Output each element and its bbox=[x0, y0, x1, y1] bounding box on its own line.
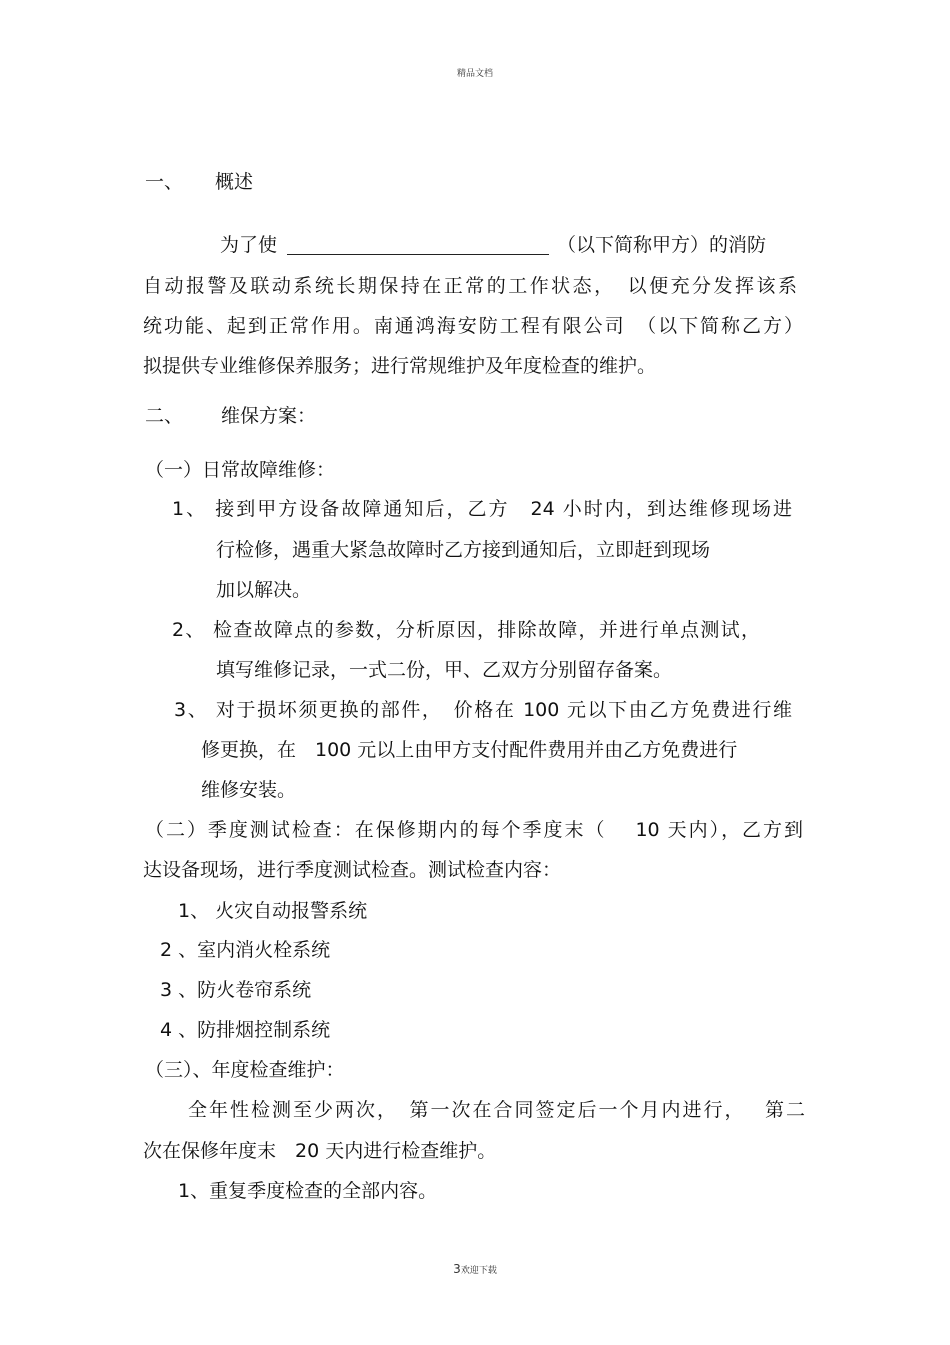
subsection-3-heading: （三）、年度检查维护： bbox=[145, 1059, 345, 1081]
annual-item-1: 1、重复季度检查的全部内容。 bbox=[178, 1180, 438, 1202]
quarterly-item-4: 4 、防排烟控制系统 bbox=[160, 1019, 331, 1041]
subsection-1-heading: （一）日常故障维修： bbox=[145, 459, 336, 481]
item-3-line-1: 3、 对于损坏须更换的部件， 价格在 100 元以下由乙方免费进行维 bbox=[174, 699, 792, 721]
annual-paragraph-line-2: 次在保修年度末 20 天内进行检查维护。 bbox=[143, 1140, 497, 1162]
page-header: 精品文档 bbox=[456, 69, 493, 79]
section-1-heading bbox=[145, 169, 253, 195]
paragraph-1-line-3: 统功能、起到正常作用。南通鸿海安防工程有限公司 （以下简称乙方） bbox=[143, 315, 803, 337]
item-2-line-1: 2、 检查故障点的参数，分析原因，排除故障，并进行单点测试， bbox=[172, 619, 760, 641]
page-footer bbox=[0, 1262, 950, 1276]
section-2-heading bbox=[145, 403, 316, 429]
party-a-blank-field bbox=[287, 234, 549, 255]
section-2-number: 二、 bbox=[145, 405, 184, 427]
quarterly-item-2: 2 、室内消火栓系统 bbox=[160, 939, 331, 961]
paragraph-1-line-4: 拟提供专业维修保养服务；进行常规维护及年度检查的维护。 bbox=[143, 355, 657, 377]
item-3-line-2: 修更换，在 100 元以上由甲方支付配件费用并由乙方免费进行 bbox=[201, 739, 738, 761]
annual-paragraph-line-1: 全年性检测至少两次， 第一次在合同签定后一个月内进行， 第二 bbox=[188, 1099, 805, 1121]
quarterly-item-3: 3 、防火卷帘系统 bbox=[160, 979, 312, 1001]
paragraph-1-suffix: （以下简称甲方）的消防 bbox=[557, 234, 767, 256]
item-1-line-3: 加以解决。 bbox=[216, 579, 312, 601]
section-1-title: 概述 bbox=[215, 171, 254, 193]
paragraph-1-line-2: 自动报警及联动系统长期保持在正常的工作状态， 以便充分发挥该系 bbox=[143, 275, 797, 297]
paragraph-1-line-1 bbox=[220, 232, 766, 258]
item-2-line-2: 填写维修记录，一式二份，甲、乙双方分别留存备案。 bbox=[216, 659, 673, 681]
item-3-line-3: 维修安装。 bbox=[201, 779, 297, 801]
section-1-number: 一、 bbox=[145, 171, 184, 193]
footer-text: 欢迎下载 bbox=[460, 1266, 497, 1276]
quarterly-item-1: 1、 火灾自动报警系统 bbox=[178, 900, 368, 922]
item-1-line-2: 行检修，遇重大紧急故障时乙方接到通知后，立即赶到现场 bbox=[216, 539, 711, 561]
subsection-2-line-2: 达设备现场，进行季度测试检查。测试检查内容： bbox=[143, 859, 562, 881]
paragraph-1-prefix: 为了使 bbox=[220, 234, 278, 256]
section-2-title: 维保方案： bbox=[221, 405, 317, 427]
item-1-line-1: 1、 接到甲方设备故障通知后，乙方 24 小时内，到达维修现场进 bbox=[172, 498, 792, 520]
subsection-2-line-1: （二）季度测试检查：在保修期内的每个季度末（ 10 天内），乙方到 bbox=[145, 819, 803, 841]
page-number: 3 bbox=[453, 1262, 461, 1276]
